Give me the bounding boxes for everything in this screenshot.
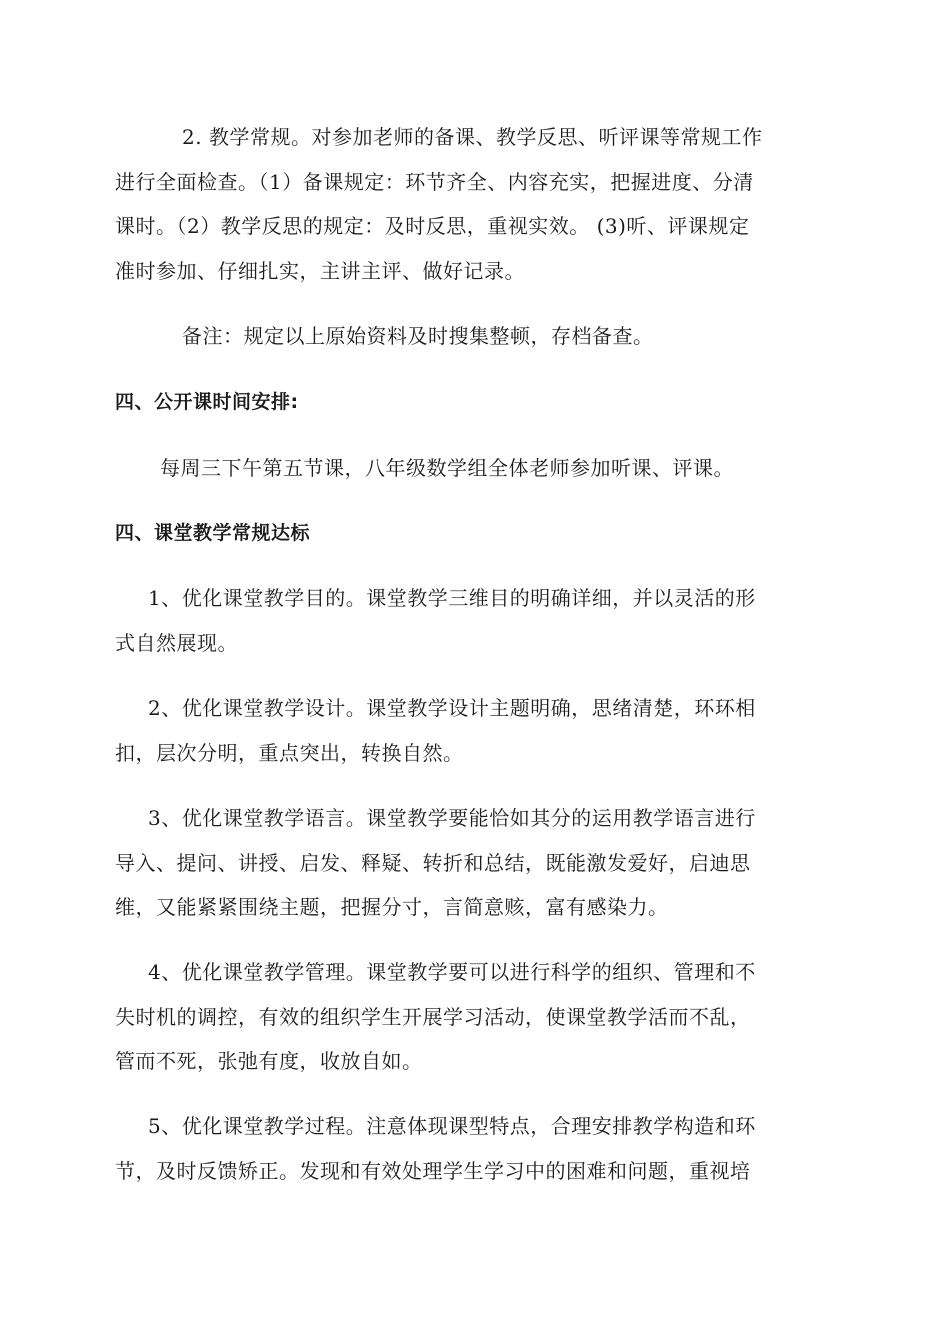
standard-item-2-line-1: 2、优化课堂教学设计。课堂教学设计主题明确，思绪清楚，环环相 <box>148 696 756 720</box>
standard-item-3-line-1: 3、优化课堂教学语言。课堂教学要能恰如其分的运用教学语言进行 <box>148 806 756 830</box>
standard-item-3-line-3: 维，又能紧紧围绕主题，把握分寸，言简意赅，富有感染力。 <box>115 895 669 919</box>
standard-item-1-line-2: 式自然展现。 <box>115 631 238 655</box>
open-class-body: 每周三下午第五节课，八年级数学组全体老师参加听课、评课。 <box>160 456 734 480</box>
open-class-heading: 四、公开课时间安排: <box>115 391 299 413</box>
standard-item-4-line-3: 管而不死，张弛有度，收放自如。 <box>115 1049 423 1073</box>
standard-item-2-line-2: 扣，层次分明，重点突出，转换自然。 <box>115 741 464 765</box>
routine-line-4: 准时参加、仔细扎实，主讲主评、做好记录。 <box>115 259 525 283</box>
standard-item-3-line-2: 导入、提问、讲授、启发、释疑、转折和总结，既能激发爱好，启迪思 <box>115 851 751 875</box>
standards-heading: 四、课堂教学常规达标 <box>115 522 311 544</box>
standard-item-4-line-1: 4、优化课堂教学管理。课堂教学要可以进行科学的组织、管理和不 <box>148 960 756 984</box>
routine-line-1: 2. 教学常规。对参加老师的备课、教学反思、听评课等常规工作 <box>182 125 763 149</box>
routine-line-3: 课时。（2）教学反思的规定：及时反思，重视实效。 (3)听、评课规定 <box>115 214 750 238</box>
standard-item-5-line-2: 节，及时反馈矫正。发现和有效处理学生学习中的困难和问题，重视培 <box>115 1159 751 1183</box>
routine-line-2: 进行全面检查。（1）备课规定：环节齐全、内容充实，把握进度、分清 <box>115 170 754 194</box>
standard-item-5-line-1: 5、优化课堂教学过程。注意体现课型特点，合理安排教学构造和环 <box>148 1114 756 1138</box>
standard-item-4-line-2: 失时机的调控，有效的组织学生开展学习活动，使课堂教学活而不乱， <box>115 1005 751 1029</box>
standard-item-1-line-1: 1、优化课堂教学目的。课堂教学三维目的明确详细，并以灵活的形 <box>148 586 756 610</box>
note-text: 备注：规定以上原始资料及时搜集整顿，存档备查。 <box>182 324 654 348</box>
